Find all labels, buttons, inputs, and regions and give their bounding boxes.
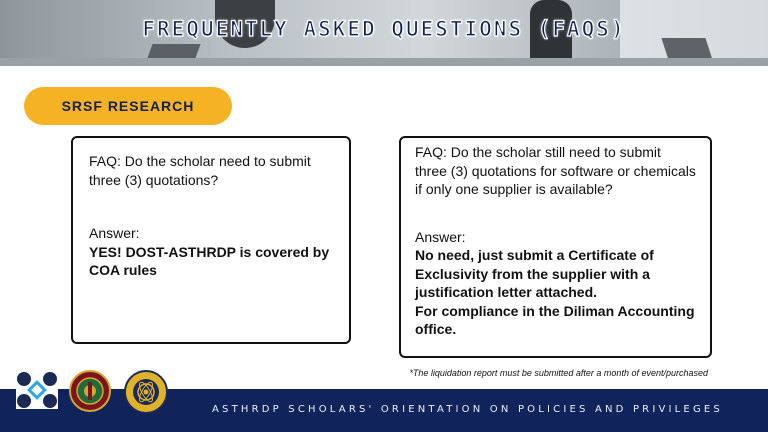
photo-desk	[0, 58, 768, 66]
header-banner	[0, 0, 768, 66]
footer-bar	[0, 389, 768, 432]
category-tag	[24, 87, 232, 125]
page-title: FREQUENTLY ASKED QUESTIONS (FAQS)	[142, 17, 626, 41]
faq-answer: YES! DOST-ASTHRDP is covered by COA rules	[89, 243, 330, 278]
answer-label: Answer:	[415, 228, 466, 245]
faq-answer-note: For compliance in the Diliman Accounting office.	[415, 302, 695, 337]
faq-card-2	[399, 136, 712, 358]
footer-title: ASTHRDP SCHOLARS' ORIENTATION ON POLICIES AND PRIVILEGES	[212, 404, 723, 415]
dost-logo	[16, 371, 58, 409]
college-of-science-seal-logo	[124, 370, 168, 414]
footnote: *The liquidation report must be submitted after a month of event/purchased	[409, 368, 708, 378]
photo-laptop	[147, 44, 200, 58]
faq-card-1	[71, 136, 351, 344]
faq-answer: No need, just submit a Certificate of Exclusivity from the supplier with a justification letter attached.	[415, 247, 654, 300]
faq-question: FAQ: Do the scholar still need to submit three (3) quotations for software or chemicals if only one supplier is available?	[415, 144, 696, 197]
photo-laptop	[661, 38, 712, 60]
up-seal-logo	[69, 370, 111, 412]
faq-question: FAQ: Do the scholar need to submit three (3) quotations?	[89, 153, 311, 188]
category-tag-label: SRSF RESEARCH	[61, 98, 195, 114]
answer-label: Answer:	[89, 225, 140, 241]
